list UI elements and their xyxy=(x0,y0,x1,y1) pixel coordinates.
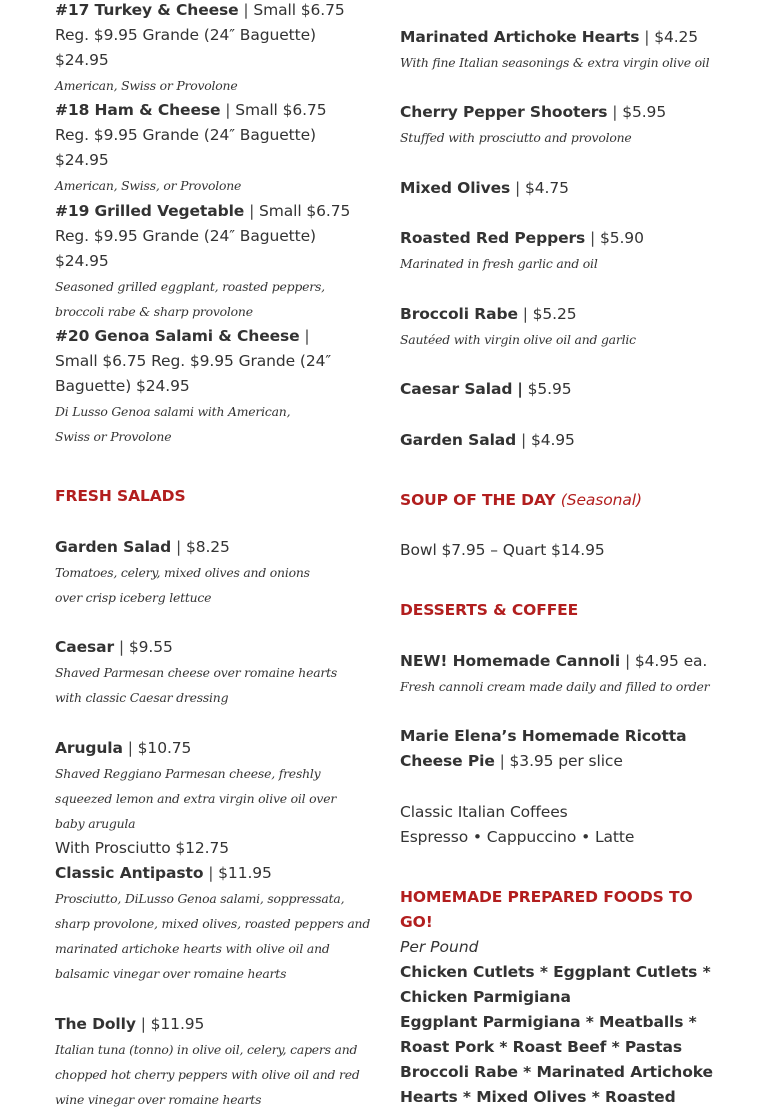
item-price: $8.25 xyxy=(185,538,230,556)
menu-item-turkey-cheese: #17 Turkey & Cheese | Small $6.75 Reg. $9.95 Grande (24″ Baguette) $24.95 American, Swiss or Provolone xyxy=(55,0,365,98)
item-name: The Dolly xyxy=(55,1015,136,1033)
item-name: Garden Salad xyxy=(55,538,172,556)
menu-item-broccoli-rabe: Broccoli Rabe | $5.25 Sautéed with virgin olive oil and garlic xyxy=(400,302,720,352)
menu-item-caesar-salad-side: Caesar Salad | $5.95 xyxy=(400,380,572,398)
item-name: #19 Grilled Vegetable xyxy=(55,202,245,220)
prepared-foods-line: Broccoli Rabe * Marinated Artichoke xyxy=(400,1063,713,1081)
item-price: $5.95 xyxy=(527,380,572,398)
item-extra-option: With Prosciutto $12.75 xyxy=(55,839,230,857)
prepared-foods-line: Chicken Parmigiana xyxy=(400,988,571,1006)
item-name: Cherry Pepper Shooters xyxy=(400,103,608,121)
prepared-foods-line: Eggplant Parmigiana * Meatballs * xyxy=(400,1013,697,1031)
item-price: $9.55 xyxy=(128,638,173,656)
item-description: Shaved Parmesan cheese over romaine hearts with classic Caesar dressing xyxy=(55,665,338,705)
item-name: #17 Turkey & Cheese xyxy=(55,1,239,19)
section-subtitle: (Seasonal) xyxy=(560,491,642,509)
menu-item-arugula: Arugula | $10.75 Shaved Reggiano Parmesan cheese, freshly squeezed lemon and extra virgin olive oil over baby arugula With Prosciutto $12.75 xyxy=(55,736,365,861)
item-description: Tomatoes, celery, mixed olives and onions over crisp iceberg lettuce xyxy=(55,565,310,605)
menu-item-marinated-artichoke: Marinated Artichoke Hearts | $4.25 With fine Italian seasonings & extra virgin olive oil xyxy=(400,25,720,75)
item-name: Marinated Artichoke Hearts xyxy=(400,28,640,46)
menu-item-classic-antipasto: Classic Antipasto | $11.95 Prosciutto, DiLusso Genoa salami, soppressata, sharp provolone, mixed olives, roasted peppers and marinated artichoke hearts with olive oil and balsamic vinegar over romaine hearts xyxy=(55,861,373,986)
menu-item-caesar: Caesar | $9.55 Shaved Parmesan cheese over romaine hearts with classic Caesar dressing xyxy=(55,635,355,710)
item-description: American, Swiss, or Provolone xyxy=(55,178,242,193)
soup-price: Bowl $7.95 – Quart $14.95 xyxy=(400,541,605,559)
item-description: Prosciutto, DiLusso Genoa salami, soppressata, sharp provolone, mixed olives, roasted peppers and marinated artichoke hearts with olive oil and balsamic vinegar over romaine hearts xyxy=(55,891,371,981)
section-desserts-coffee xyxy=(400,598,578,623)
item-name: Mixed Olives xyxy=(400,179,511,197)
menu-item-roasted-red-peppers: Roasted Red Peppers | $5.90 Marinated in fresh garlic and oil xyxy=(400,226,720,276)
item-price: $4.95 xyxy=(530,431,575,449)
item-name: Caesar Salad xyxy=(400,380,513,398)
item-name: NEW! Homemade Cannoli xyxy=(400,652,621,670)
coffee-title: Classic Italian Coffees xyxy=(400,803,568,821)
prepared-foods-line: Roast Pork * Roast Beef * Pastas xyxy=(400,1038,683,1056)
menu-item-genoa-salami: #20 Genoa Salami & Cheese | Small $6.75 Reg. $9.95 Grande (24″ Baguette) $24.95 Di Lusso Genoa salami with American, Swiss or Provolone xyxy=(55,324,355,449)
coffee-list: Espresso • Cappuccino • Latte xyxy=(400,828,635,846)
item-name: Roasted Red Peppers xyxy=(400,229,586,247)
item-price: $5.95 xyxy=(622,103,667,121)
item-price: $10.75 xyxy=(137,739,192,757)
item-name: Garden Salad xyxy=(400,431,517,449)
menu-item-mixed-olives: Mixed Olives | $4.75 xyxy=(400,179,569,197)
item-description: Shaved Reggiano Parmesan cheese, freshly squeezed lemon and extra virgin olive oil over baby arugula xyxy=(55,766,337,831)
item-price: Small $6.75 Reg. $9.95 Grande (24″ Baguette) $24.95 xyxy=(55,352,332,395)
item-price: $11.95 xyxy=(218,864,272,882)
item-description: Stuffed with prosciutto and provolone xyxy=(400,130,632,145)
item-description: Sautéed with virgin olive oil and garlic xyxy=(400,332,636,347)
menu-item-grilled-vegetable: #19 Grilled Vegetable | Small $6.75 Reg. $9.95 Grande (24″ Baguette) $24.95 Seasoned grilled eggplant, roasted peppers, broccoli rabe & sharp provolone xyxy=(55,199,365,324)
section-prepared-foods xyxy=(400,885,730,960)
item-price: Small $6.75 Reg. $9.95 Grande (24″ Baguette) $24.95 xyxy=(55,101,327,169)
item-price: $4.75 xyxy=(524,179,569,197)
item-price: $4.95 ea. xyxy=(634,652,708,670)
item-name: Marie Elena’s Homemade Ricotta Cheese Pie xyxy=(400,727,687,770)
menu-item-ricotta-pie: Marie Elena’s Homemade Ricotta Cheese Pie | $3.95 per slice xyxy=(400,727,687,770)
item-description: Di Lusso Genoa salami with American, Swiss or Provolone xyxy=(55,404,291,444)
item-description: Marinated in fresh garlic and oil xyxy=(400,256,598,271)
item-price: $11.95 xyxy=(150,1015,205,1033)
item-name: Caesar xyxy=(55,638,115,656)
section-subtitle: Per Pound xyxy=(400,938,479,956)
menu-item-cherry-pepper: Cherry Pepper Shooters | $5.95 Stuffed with prosciutto and provolone xyxy=(400,100,720,150)
item-price: $4.25 xyxy=(654,28,699,46)
section-title: SOUP OF THE DAY xyxy=(400,491,556,509)
section-title: HOMEMADE PREPARED FOODS TO GO! xyxy=(400,888,693,931)
prepared-foods-line: Hearts * Mixed Olives * Roasted xyxy=(400,1088,676,1106)
section-title: FRESH SALADS xyxy=(55,487,186,505)
item-price: $5.90 xyxy=(599,229,644,247)
item-description: American, Swiss or Provolone xyxy=(55,78,238,93)
item-name: #20 Genoa Salami & Cheese xyxy=(55,327,300,345)
item-name: Classic Antipasto xyxy=(55,864,204,882)
item-description: Fresh cannoli cream made daily and filled to order xyxy=(400,679,710,694)
item-name: Arugula xyxy=(55,739,123,757)
item-description: With fine Italian seasonings & extra virgin olive oil xyxy=(400,55,710,70)
section-title: DESSERTS & COFFEE xyxy=(400,601,579,619)
item-name: #18 Ham & Cheese xyxy=(55,101,221,119)
section-fresh-salads xyxy=(55,484,186,509)
item-description: Seasoned grilled eggplant, roasted peppers, broccoli rabe & sharp provolone xyxy=(55,279,325,319)
menu-item-the-dolly: The Dolly | $11.95 Italian tuna (tonno) in olive oil, celery, capers and chopped hot cherry peppers with olive oil and red wine vinegar over romaine hearts xyxy=(55,1012,365,1112)
prepared-foods-list xyxy=(400,960,720,1110)
prepared-foods-line: Chicken Cutlets * Eggplant Cutlets * xyxy=(400,963,711,981)
item-description: Italian tuna (tonno) in olive oil, celery, capers and chopped hot cherry peppers with olive oil and red wine vinegar over romaine hearts xyxy=(55,1042,360,1107)
item-price: Small $6.75 Reg. $9.95 Grande (24″ Baguette) $24.95 xyxy=(55,202,351,270)
menu-item-cannoli: NEW! Homemade Cannoli | $4.95 ea. Fresh cannoli cream made daily and filled to order xyxy=(400,649,720,699)
menu-item-garden-salad: Garden Salad | $8.25 Tomatoes, celery, mixed olives and onions over crisp iceberg lettuce xyxy=(55,535,345,610)
item-price: Small $6.75 Reg. $9.95 Grande (24″ Baguette) $24.95 xyxy=(55,1,345,69)
menu-item-ham-cheese: #18 Ham & Cheese | Small $6.75 Reg. $9.95 Grande (24″ Baguette) $24.95 American, Swiss, or Provolone xyxy=(55,98,355,198)
item-name: Broccoli Rabe xyxy=(400,305,518,323)
section-soup xyxy=(400,488,720,513)
item-price: $3.95 per slice xyxy=(509,752,623,770)
item-price: $5.25 xyxy=(532,305,577,323)
menu-item-garden-salad-side: Garden Salad | $4.95 xyxy=(400,431,575,449)
